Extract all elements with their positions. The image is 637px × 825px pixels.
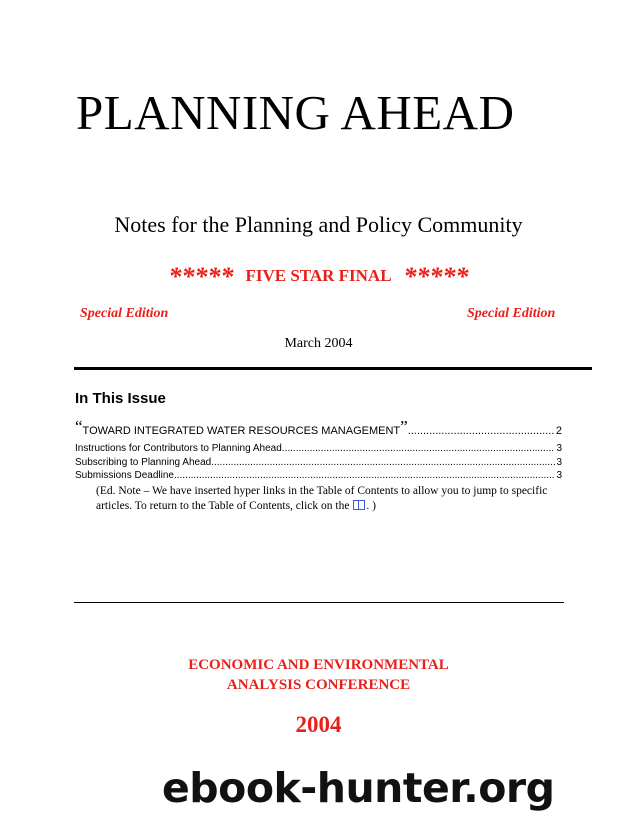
five-star-banner <box>0 262 637 292</box>
conference-year: 2004 <box>295 712 342 737</box>
toc-item-label[interactable]: TOWARD INTEGRATED WATER RESOURCES MANAGEMENT <box>82 425 401 437</box>
book-icon[interactable] <box>353 500 365 510</box>
special-edition-left: Special Edition <box>80 306 169 321</box>
toc-item-page[interactable]: 3 <box>556 457 562 468</box>
toc-item-page[interactable]: 3 <box>556 470 562 481</box>
toc-item-label[interactable]: Subscribing to Planning Ahead <box>75 457 212 468</box>
toc-item-page[interactable]: 2 <box>555 425 562 437</box>
toc-item-submissions-deadline[interactable] <box>75 470 562 481</box>
editor-note-end: . ) <box>366 500 376 512</box>
watermark: ebook-hunter.org <box>162 764 555 812</box>
toc-item-water-resources[interactable] <box>75 417 562 437</box>
open-quote: “ <box>75 417 83 436</box>
five-star-label: FIVE STAR FINAL <box>245 266 392 285</box>
editor-note-text: (Ed. Note – We have inserted hyper links in the Table of Contents to allow you to jump to specific articles. To return to the Table of Contents, click on the <box>96 485 548 512</box>
stars-right: ***** <box>403 262 469 291</box>
toc-leader-dots <box>282 443 556 454</box>
issue-date: March 2004 <box>284 336 353 351</box>
toc-leader-dots <box>408 425 555 437</box>
special-edition-right: Special Edition <box>467 306 556 321</box>
newsletter-title: PLANNING AHEAD <box>76 85 515 140</box>
toc-leader-dots <box>211 457 555 468</box>
conference-title-line1: ECONOMIC AND ENVIRONMENTAL <box>188 657 449 673</box>
toc-item-subscribing[interactable] <box>75 457 562 468</box>
conference-title <box>0 655 637 695</box>
toc-leader-dots <box>174 470 555 481</box>
section-divider <box>74 602 564 603</box>
conference-title-line2: ANALYSIS CONFERENCE <box>226 677 411 693</box>
masthead-divider <box>74 367 592 370</box>
toc-item-label[interactable]: Submissions Deadline <box>75 470 174 481</box>
toc-item-label[interactable]: Instructions for Contributors to Planning Ahead <box>75 443 282 454</box>
newsletter-subtitle: Notes for the Planning and Policy Community <box>114 212 523 237</box>
toc-item-instructions[interactable] <box>75 443 562 454</box>
close-quote: ” <box>400 417 408 436</box>
toc-item-page[interactable]: 3 <box>556 443 562 454</box>
toc-heading: In This Issue <box>75 390 166 407</box>
editor-note <box>96 484 566 514</box>
stars-left: ***** <box>168 262 234 291</box>
